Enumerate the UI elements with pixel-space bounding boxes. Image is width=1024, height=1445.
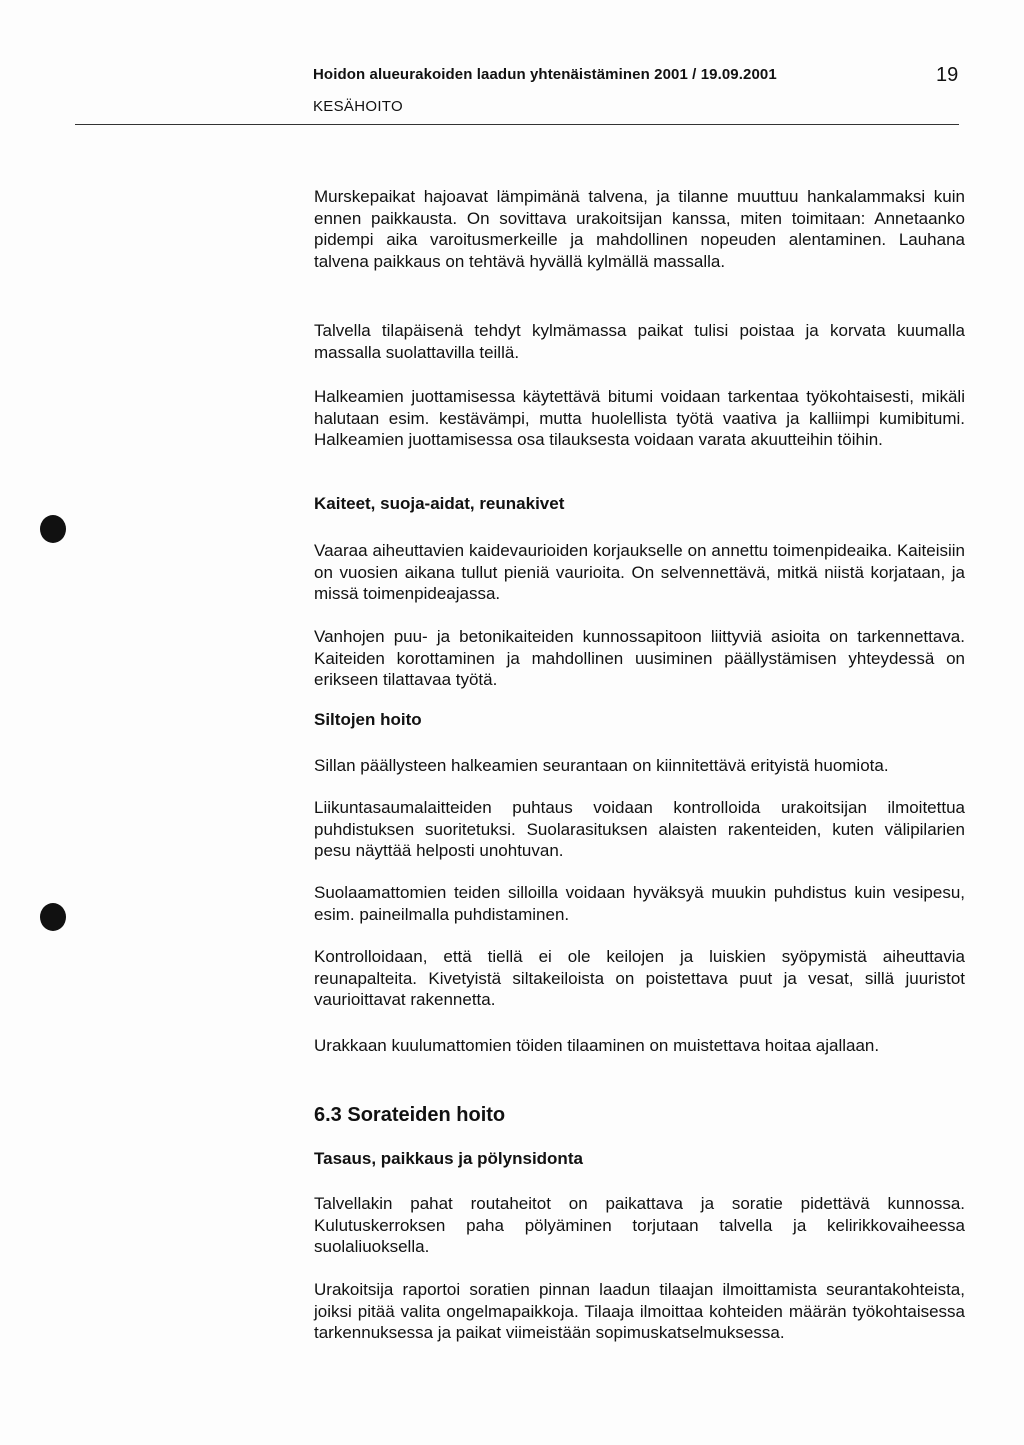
- paragraph: Talvellakin pahat routaheitot on paikattava ja soratie pidettävä kunnossa. Kulutuskerroksen paha pölyäminen torjutaan talvella ja kelirikkovaiheessa suolaliuoksella.: [314, 1194, 965, 1256]
- paragraph: Sillan päällysteen halkeamien seurantaan on kiinnitettävä erityistä huomiota.: [314, 756, 889, 775]
- header-divider: [75, 124, 959, 125]
- paragraph: Talvella tilapäisenä tehdyt kylmämassa paikat tulisi poistaa ja korvata kuumalla massalla suolattavilla teillä.: [314, 321, 965, 362]
- section-heading: Siltojen hoito: [314, 710, 422, 729]
- paragraph: Urakkaan kuulumattomien töiden tilaaminen on muistettava hoitaa ajallaan.: [314, 1036, 880, 1055]
- paragraph: Vaaraa aiheuttavien kaidevaurioiden korjaukselle on annettu toimenpideaika. Kaiteisiin on vuosien aikana tullut pieniä vaurioita. On selvennettävä, mitkä niistä korjataan, ja missä toimenpideajassa.: [314, 541, 965, 603]
- chapter-heading: 6.3 Sorateiden hoito: [314, 1104, 506, 1126]
- paragraph: Halkeamien juottamisessa käytettävä bitumi voidaan tarkentaa työkohtaisesti, mikäli halutaan esim. kestävämpi, mutta huolellista työtä vaativa ja kalliimpi kumibitumi. Halkeamien juottamisessa osa tilauksesta voidaan varata akuutteihin töihin.: [314, 387, 965, 449]
- paragraph: Vanhojen puu- ja betonikaiteiden kunnossapitoon liittyviä asioita on tarkennettava. Kaiteiden korottaminen ja mahdollinen uusiminen päällystämisen yhteydessä on erikseen tilattavaa työtä.: [314, 627, 965, 689]
- punch-hole-mark: [40, 903, 66, 931]
- paragraph: Suolaamattomien teiden silloilla voidaan hyväksyä muukin puhdistus kuin vesipesu, esim. paineilmalla puhdistaminen.: [314, 883, 965, 924]
- paragraph: Murskepaikat hajoavat lämpimänä talvena, ja tilanne muuttuu hankalammaksi kuin ennen paikkausta. On sovittava urakoitsijan kanssa, miten toimitaan: Annetaanko pidempi aika varoitusmerkeille ja mahdollinen nopeuden alentaminen. Lauhana talvena paikkaus on tehtävä hyvällä kylmällä massalla.: [314, 187, 965, 271]
- punch-hole-mark: [40, 515, 66, 543]
- page-number: 19: [936, 64, 959, 86]
- section-heading: Tasaus, paikkaus ja pölynsidonta: [314, 1149, 583, 1168]
- paragraph: Kontrolloidaan, että tiellä ei ole keilojen ja luiskien syöpymistä aiheuttavia reunapalteita. Kivetyistä siltakeiloista on poistettava puut ja vesat, sillä juuristot vaurioittavat rakennetta.: [314, 947, 965, 1009]
- header-section: KESÄHOITO: [313, 98, 403, 115]
- paragraph: Liikuntasaumalaitteiden puhtaus voidaan kontrolloida urakoitsijan ilmoitettua puhdistuksen suoritetuksi. Suolarasituksen alaisten rakenteiden, kuten välipilarien pesu näyttää helposti unohtuvan.: [314, 798, 965, 860]
- paragraph: Urakoitsija raportoi soratien pinnan laadun tilaajan ilmoittamista seurantakohteista, joiksi pitää valita ongelmapaikkoja. Tilaaja ilmoittaa kohteiden määrän työkohtaisessa tarkennuksessa ja paikat viimeistään sopimuskatselmuksessa.: [314, 1280, 965, 1342]
- section-heading: Kaiteet, suoja-aidat, reunakivet: [314, 494, 565, 513]
- header-title: Hoidon alueurakoiden laadun yhtenäistäminen 2001 / 19.09.2001: [313, 66, 777, 83]
